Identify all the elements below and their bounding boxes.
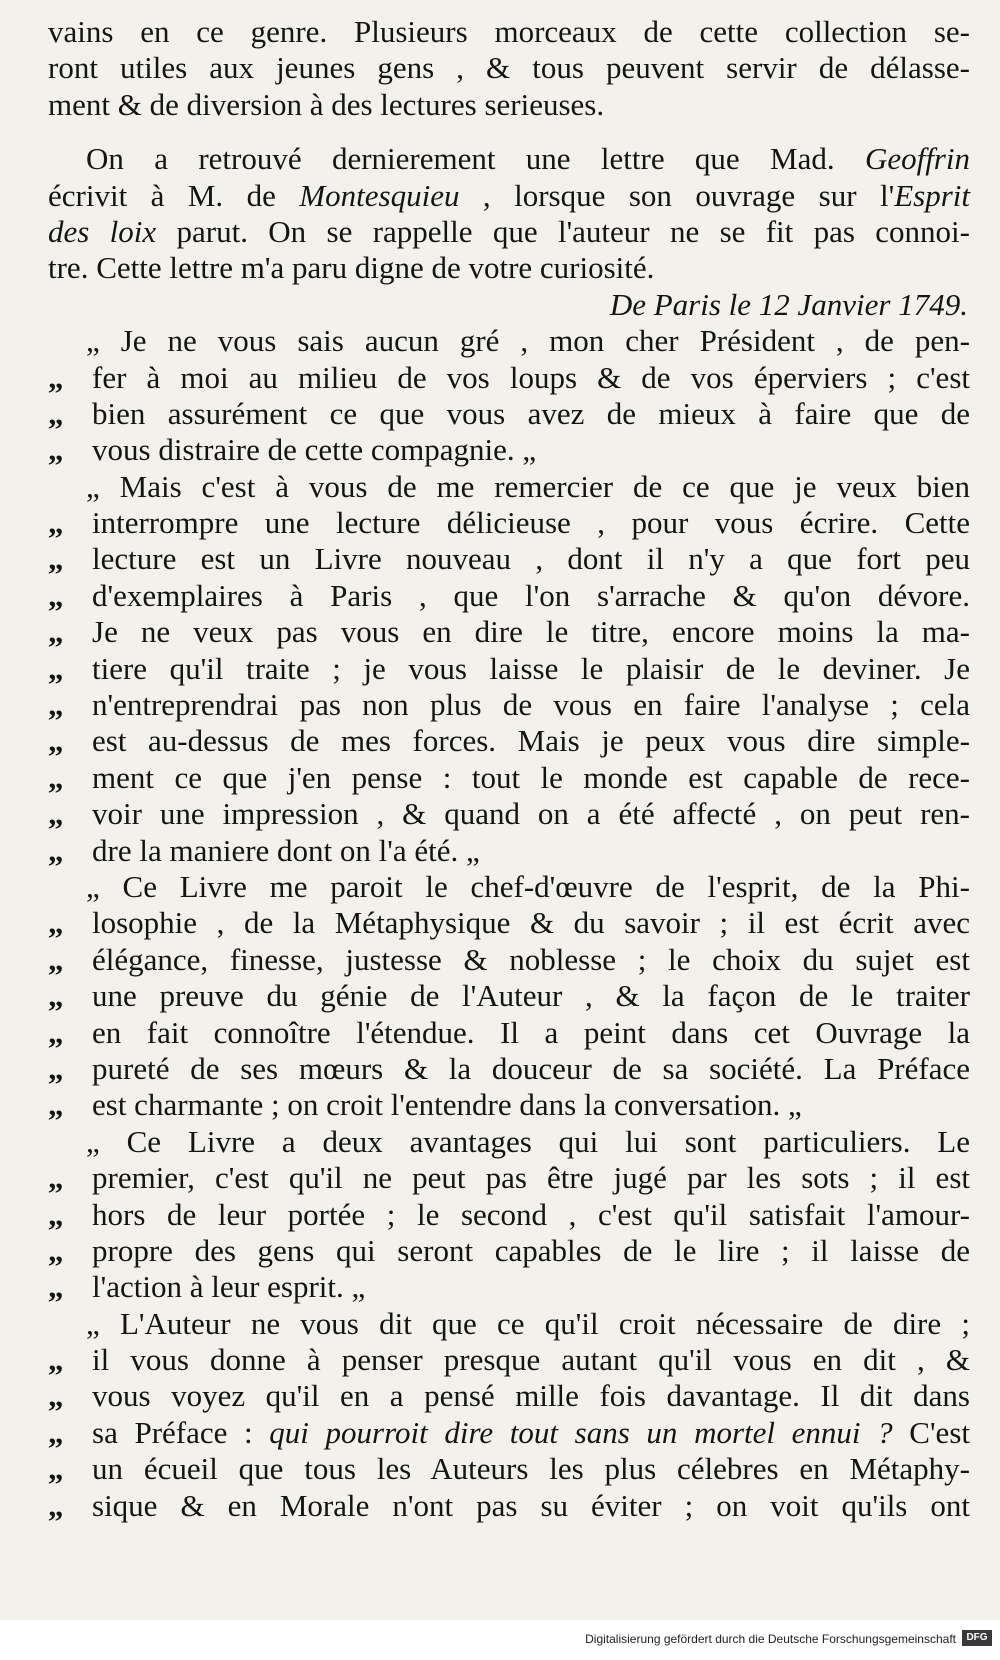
text-line: „ propre des gens qui seront capables de le lire ; il laisse de: [48, 1232, 970, 1268]
text-line: „ une preuve du génie de l'Auteur , & la façon de le traiter: [48, 978, 970, 1014]
text-line: „ est charmante ; on croit l'entendre dans la conversation. „: [48, 1087, 802, 1123]
quote-mark: „: [48, 1414, 64, 1450]
person-name: Montesquieu: [299, 177, 460, 213]
letter-body: [48, 323, 970, 1524]
quote-mark: „: [48, 1196, 64, 1232]
quote-mark: „: [48, 577, 64, 613]
quote-mark: „: [48, 832, 64, 868]
letter-paragraph: [48, 323, 970, 469]
text-line: „ un écueil que tous les Auteurs les plus célebres en Métaphy-: [48, 1451, 970, 1487]
quote-mark: „: [48, 1487, 64, 1523]
text-line: „ sique & en Morale n'ont pas su éviter ; on voit qu'ils ont: [48, 1487, 970, 1523]
text-line: „ voir une impression , & quand on a été affecté , on peut ren-: [48, 796, 970, 832]
text-line: „ Je ne veux pas vous en dire le titre, encore moins la ma-: [48, 614, 970, 650]
text-line: „ est au-dessus de mes forces. Mais je peux vous dire simple-: [48, 723, 970, 759]
text-line: „ lecture est un Livre nouveau , dont il n'y a que fort peu: [48, 541, 970, 577]
quote-mark: „: [48, 1087, 64, 1123]
quote-mark: „: [48, 614, 64, 650]
text-line: „ en fait connoître l'étendue. Il a peint dans cet Ouvrage la: [48, 1014, 970, 1050]
letter-paragraph: [48, 1305, 970, 1524]
text-line: „ Ce Livre a deux avantages qui lui sont particuliers. Le: [86, 1123, 970, 1159]
quote-mark: „: [48, 359, 64, 395]
quote-mark: „: [48, 759, 64, 795]
letter-dateline: De Paris le 12 Janvier 1749.: [609, 286, 968, 322]
quote-mark: „: [48, 1378, 64, 1414]
digitization-footer: [0, 1620, 1000, 1660]
quote-mark: „: [48, 1451, 64, 1487]
quote-mark: „: [48, 1232, 64, 1268]
letter-paragraph: [48, 1123, 970, 1306]
text-line: ront utiles aux jeunes gens , & tous peuvent servir de délasse-: [48, 50, 970, 86]
text-line: tre. Cette lettre m'a paru digne de votre curiosité.: [48, 250, 655, 286]
text-line: „ pureté de ses mœurs & la douceur de sa société. La Préface: [48, 1050, 970, 1086]
letter-introduction: [48, 141, 970, 287]
quote-mark: „: [48, 1342, 64, 1378]
quote-mark: „: [48, 905, 64, 941]
text-line: „ hors de leur portée ; le second , c'est qu'il satisfait l'amour-: [48, 1196, 970, 1232]
text-line: „ losophie , de la Métaphysique & du savoir ; il est écrit avec: [48, 905, 970, 941]
text-line: „ fer à moi au milieu de vos loups & de vos éperviers ; c'est: [48, 359, 970, 395]
text-line: „ tiere qu'il traite ; je vous laisse le plaisir de le deviner. Je: [48, 650, 970, 686]
text-line: „ vous voyez qu'il en a pensé mille fois davantage. Il dit dans: [48, 1378, 970, 1414]
quote-mark: „: [48, 395, 64, 431]
text-line: ment & de diversion à des lectures serieuses.: [48, 86, 605, 122]
text-line: „ sa Préface : qui pourroit dire tout sans un mortel ennui ? C'est: [48, 1414, 970, 1450]
quote-mark: „: [48, 1050, 64, 1086]
text-line: „ vous distraire de cette compagnie. „: [48, 432, 537, 468]
text-line: „ ment ce que j'en pense : tout le monde est capable de rece-: [48, 759, 970, 795]
text-line: „ Je ne vous sais aucun gré , mon cher Président , de pen-: [86, 323, 970, 359]
text-line: écrivit à M. de Montesquieu , lorsque son ouvrage sur l'Esprit: [48, 177, 970, 213]
text-line: „ dre la maniere dont on l'a été. „: [48, 832, 480, 868]
text-line: „ bien assurément ce que vous avez de mieux à faire que de: [48, 395, 970, 431]
book-title: Esprit: [894, 177, 970, 213]
text-line: „ il vous donne à penser presque autant qu'il vous en dit , &: [48, 1342, 970, 1378]
text-line: des loix parut. On se rappelle que l'auteur ne se fit pas connoi-: [48, 213, 970, 249]
text-line: „ interrompre une lecture délicieuse , pour vous écrire. Cette: [48, 505, 970, 541]
text-line: „ L'Auteur ne vous dit que ce qu'il croit nécessaire de dire ;: [86, 1305, 970, 1341]
quote-mark: „: [48, 1014, 64, 1050]
letter-paragraph: [48, 468, 970, 869]
quote-mark: „: [48, 1160, 64, 1196]
quote-mark: „: [48, 723, 64, 759]
page-body: [48, 14, 970, 1524]
text-line: „ premier, c'est qu'il ne peut pas être jugé par les sots ; il est: [48, 1160, 970, 1196]
quote-mark: „: [48, 796, 64, 832]
text-line: „ Mais c'est à vous de me remercier de ce que je veux bien: [86, 468, 970, 504]
text-line: „ Ce Livre me paroit le chef-d'œuvre de l'esprit, de la Phi-: [86, 868, 970, 904]
quote-mark: „: [48, 541, 64, 577]
text-line: „ d'exemplaires à Paris , que l'on s'arrache & qu'on dévore.: [48, 577, 970, 613]
text-line: On a retrouvé dernierement une lettre que Mad. Geoffrin: [86, 141, 970, 177]
text-line: „ élégance, finesse, justesse & noblesse ; le choix du sujet est: [48, 941, 970, 977]
person-name: Geoffrin: [864, 141, 970, 177]
book-title: des loix: [48, 213, 157, 249]
text-line: „ l'action à leur esprit. „: [48, 1269, 366, 1305]
letter-paragraph: [48, 868, 970, 1124]
quote-mark: „: [48, 505, 64, 541]
preface-quotation: qui pourroit dire tout sans un mortel ennui ?: [269, 1414, 893, 1450]
quote-mark: „: [48, 941, 64, 977]
text-line: „ n'entreprendrai pas non plus de vous en faire l'analyse ; cela: [48, 687, 970, 723]
quote-mark: „: [48, 432, 64, 468]
quote-mark: „: [48, 650, 64, 686]
dfg-logo: DFG: [962, 1630, 992, 1646]
funding-credit: Digitalisierung gefördert durch die Deutsche Forschungsgemeinschaft: [585, 1632, 956, 1646]
intro-paragraph: [48, 14, 970, 123]
quote-mark: „: [48, 1269, 64, 1305]
text-line: vains en ce genre. Plusieurs morceaux de cette collection se-: [48, 14, 970, 49]
quote-mark: „: [48, 687, 64, 723]
quote-mark: „: [48, 978, 64, 1014]
